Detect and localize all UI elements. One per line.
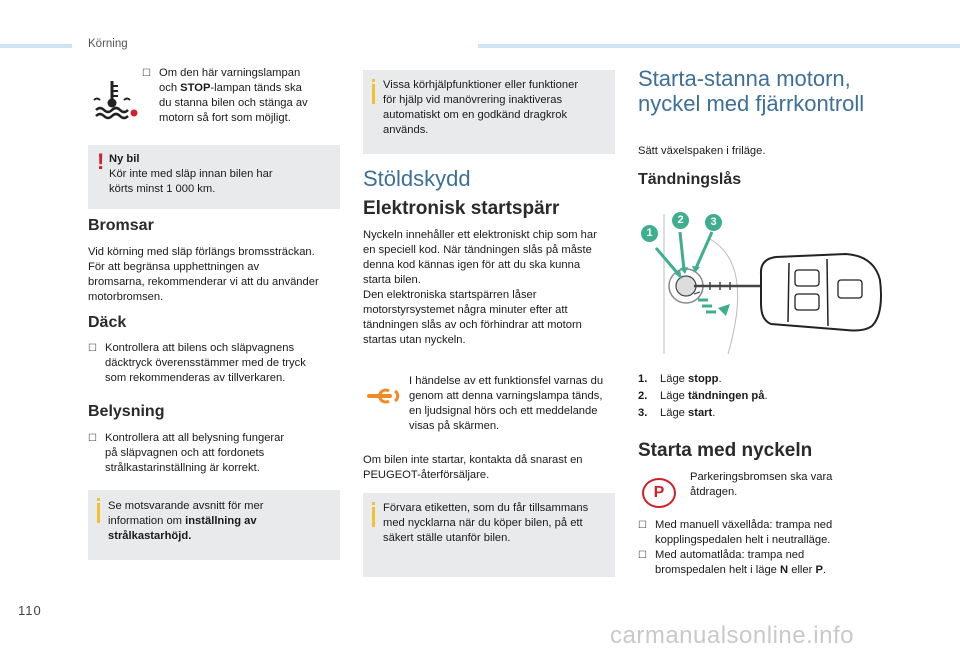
brakes-text: Vid körning med släp förlängs bromssträckan. För att begränsa upphettningen av bromsarna, rekommenderar vi att du använder motorbromsen. [88, 246, 319, 303]
gearbox-instructions: ☐ Med manuell växellåda: trampa ned kopplingspedalen helt i neutralläge. ☐ Med automatlåda: trampa ned bromspedalen helt i läge N eller P. [638, 519, 833, 576]
wrench-icon [366, 388, 400, 404]
callout-3: 3 [705, 214, 722, 231]
bullet-marker: ☐ [638, 520, 647, 531]
start-with-key-title: Starta med nyckeln [638, 440, 813, 461]
parking-brake-icon: P [642, 478, 676, 508]
brakes-title: Bromsar [88, 217, 154, 234]
warning-exclamation-icon: ! [97, 149, 105, 174]
tyres-title: Däck [88, 314, 127, 331]
bullet-marker: ☐ [88, 343, 97, 354]
header-bar-left [0, 44, 72, 48]
immobiliser-title: Elektronisk startspärr [363, 198, 560, 219]
label-info-box: Förvara etiketten, som du får tillsammans med nycklarna när du köper bilen, på ett säkert ställe utanför bilen. [363, 493, 615, 577]
engine-oil-temperature-icon [90, 78, 138, 122]
dealer-text: Om bilen inte startar, kontakta då snarast en PEUGEOT-återförsäljare. [363, 454, 583, 481]
positions-list [638, 371, 938, 422]
new-car-title: Ny bil [109, 153, 140, 165]
bullet-marker: ☐ [142, 68, 151, 79]
header-bar-right [478, 44, 960, 48]
bullet-marker: ☐ [88, 433, 97, 444]
parking-brake-text: Parkeringsbromsen ska vara åtdragen. [690, 471, 833, 498]
ignition-key-illustration [636, 204, 886, 364]
page-number: 110 [18, 603, 42, 618]
position-item: 1. Läge stopp. [638, 373, 722, 385]
info-icon [372, 84, 375, 104]
new-car-box: ! Ny bil Kör inte med släp innan bilen har körts minst 1 000 km. [88, 145, 340, 209]
lighting-title: Belysning [88, 403, 165, 420]
callout-2: 2 [672, 212, 689, 229]
position-item: 2. Läge tändningen på. [638, 390, 768, 402]
neutral-instruction: Sätt växelspaken i friläge. [638, 145, 766, 157]
info-icon [372, 507, 375, 527]
headlight-info-box: Se motsvarande avsnitt för mer information om inställning av strålkastarhöjd. [88, 490, 340, 560]
lighting-text: ☐ Kontrollera att all belysning fungerar på släpvagnen och att fordonets strålkastarinställning är korrekt. [88, 432, 285, 474]
warning-lamp-text: ☐ Om den här varningslampan och STOP-lampan tänds ska du stanna bilen och stänga av motorn så fort som möjligt. [142, 67, 308, 124]
malfunction-text: I händelse av ett funktionsfel varnas du genom att denna varningslampa tänds, en ljudsignal hörs och ett meddelande visas på skärmen. [409, 375, 604, 432]
watermark: carmanualsonline.info [610, 622, 854, 649]
bullet-marker: ☐ [638, 550, 647, 561]
theft-protection-title: Stöldskydd [363, 166, 471, 191]
tyres-text: ☐ Kontrollera att bilens och släpvagnens däcktryck överensstämmer med de tryck som rekommenderas av tillverkaren. [88, 342, 306, 384]
info-icon [97, 503, 100, 523]
section-header: Körning [88, 38, 128, 50]
driving-aids-info-box: Vissa körhjälpfunktioner eller funktioner för hjälp vid manövrering inaktiveras automatiskt om en godkänd dragkrok används. [363, 70, 615, 154]
position-item: 3. Läge start. [638, 407, 716, 419]
immobiliser-text: Nyckeln innehåller ett elektroniskt chip som har en speciell kod. När tändningen slås på måste denna kod kännas igen för att du ska kunna starta bilen. Den elektroniska startspärren låser motorstyrsystemet några minuter efter att tändningen slås av och förhindrar att motorn startas utan nyckeln. [363, 229, 597, 346]
callout-1: 1 [641, 225, 658, 242]
engine-warning-block [88, 66, 340, 134]
start-stop-title: Starta-stanna motorn, nyckel med fjärrkontroll [638, 66, 865, 116]
ignition-switch-title: Tändningslås [638, 171, 742, 188]
